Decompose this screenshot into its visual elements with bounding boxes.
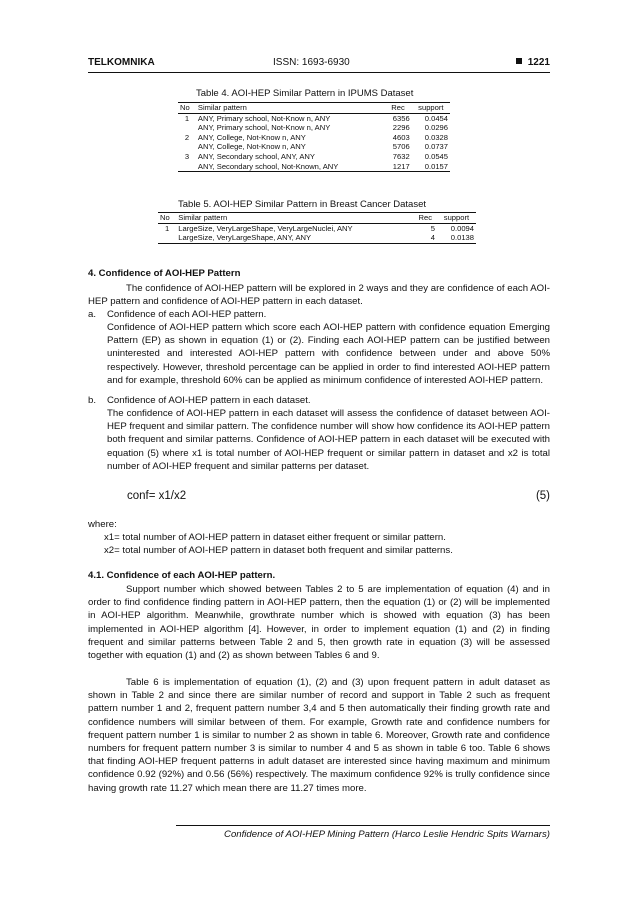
list-marker-b: b.: [88, 395, 97, 406]
table5: [158, 212, 476, 244]
table-row: [178, 123, 450, 133]
journal-name: TELKOMNIKA: [88, 57, 155, 68]
section-4-1-para-2: Table 6 is implementation of equation (1), (2) and (3) upon frequent pattern in adult dataset as shown in Table 2 and since there are similar number of record and support in Table 2 such as frequent pattern number 1 and 2, frequent pattern number 3,4 and 5 then automatically their finding growth rate and confidence numbers will similar between of them. For example, Growth rate and confidence numbers for frequent pattern number 1 is similar to number 2 as shown in table 6. Moreover, Growth rate and confidence numbers for frequent pattern number 3 is similar to number 4 and 5 as shown in table 6 too. Table 6 shows that finding AOI-HEP frequent patterns in adult dataset are interested since having maximum and minimum confidence 0.92 (92%) and 0.56 (56%) respectively. The maximum confidence 92% is trully confidence since having growth rate 11.27 which mean there are 11.27 times more.: [88, 677, 550, 794]
list-item-a-body: Confidence of AOI-HEP pattern which score each AOI-HEP pattern with confidence equation Emerging Pattern (EP) as shown in equation (1) or (2). Finding each AOI-HEP pattern can be justified between uninterested and interested AOI-HEP pattern with confidence between under and above 50% respectively. However, threshold percentage can be applied in order to find interested AOI-HEP pattern and for example, threshold 60% can be applied as minimum confidence of interested AOI-HEP pattern.: [107, 322, 550, 386]
table4-col-header: No: [178, 103, 196, 114]
table5-col-header: support: [437, 213, 476, 224]
table-cell: ANY, College, Not-Know n, ANY: [197, 142, 306, 152]
table-cell: 5: [430, 223, 435, 233]
table-cell: 3: [184, 151, 190, 161]
table-cell: 0.0157: [412, 162, 450, 172]
table-cell: 6356: [392, 113, 410, 123]
table5-header-row: [158, 213, 476, 224]
table4-col-header: Similar pattern: [196, 103, 385, 114]
table-cell: 0.0545: [424, 151, 448, 161]
table-cell: 4: [414, 233, 437, 243]
table-cell: 5706: [392, 142, 410, 152]
table-cell: ANY, Secondary school, ANY, ANY: [197, 151, 315, 161]
table4-col-header: support: [412, 103, 450, 114]
table-cell: 0.0454: [424, 113, 448, 123]
table4: [178, 102, 450, 172]
header-rule: [88, 72, 550, 73]
list-item-a: [88, 308, 550, 388]
table5-col-header: Similar pattern: [176, 213, 413, 224]
table-cell: 1217: [384, 162, 411, 172]
table-cell: ANY, Primary school, Not-Know n, ANY: [197, 113, 331, 123]
table-row: [178, 162, 450, 172]
table-row: [178, 113, 450, 123]
table-row: [158, 223, 476, 233]
section-4-heading: 4. Confidence of AOI-HEP Pattern: [88, 268, 241, 279]
table-cell: 1: [165, 223, 170, 233]
table4-caption: Table 4. AOI-HEP Similar Pattern in IPUMS Dataset: [196, 88, 414, 99]
footer-rule: [176, 825, 550, 826]
table4-col-header: Rec: [384, 103, 411, 114]
page-number: [516, 57, 550, 68]
table5-caption: Table 5. AOI-HEP Similar Pattern in Breast Cancer Dataset: [178, 199, 426, 210]
table-cell: 2: [184, 132, 190, 142]
table4-header-row: [178, 103, 450, 114]
issn: ISSN: 1693-6930: [273, 57, 350, 68]
section-4-1-heading: 4.1. Confidence of each AOI-HEP pattern.: [88, 570, 276, 581]
where-x1: x1= total number of AOI-HEP pattern in dataset either frequent or similar pattern.: [104, 532, 446, 543]
running-header: [88, 57, 550, 71]
table-cell: 0.0094: [450, 223, 474, 233]
table4-body: [178, 113, 450, 172]
table-cell: 2296: [392, 123, 410, 133]
table-cell: 0.0737: [424, 142, 448, 152]
table-row: [158, 233, 476, 243]
table-row: [178, 133, 450, 143]
table-cell: 7632: [392, 151, 410, 161]
table-cell: [178, 142, 196, 152]
table-cell: 0.0296: [424, 123, 448, 133]
equation-number: (5): [535, 490, 550, 502]
table-cell: ANY, Secondary school, Not-Known, ANY: [196, 162, 385, 172]
page-number-value: 1221: [527, 57, 550, 68]
table5-col-header: No: [158, 213, 176, 224]
section-4-1-para-1: Support number which showed between Tables 2 to 5 are implementation of equation (4) and in order to find confidence finding pattern in AOI-HEP pattern, then the equation (1) or (2) will be implemented in AOI-HEP algorithm. Meanwhile, growthrate number which is showed with equation (3) has been implemented in AOI-HEP algorithm [4]. However, in order to implement equation (1) and (2) in finding frequent and similar patterns between Table 2 and 5, then growth rate in equation (3) will be assessed together with equation (1) and (2) as shown between Tables 6 and 9.: [88, 584, 550, 662]
table-cell: LargeSize, VeryLargeShape, ANY, ANY: [176, 233, 413, 243]
list-marker-a: a.: [88, 309, 97, 320]
list-item-b-heading: Confidence of AOI-HEP pattern in each dataset.: [107, 395, 311, 406]
table-cell: LargeSize, VeryLargeShape, VeryLargeNuclei, ANY: [178, 223, 353, 233]
list-item-b: [88, 394, 550, 474]
running-footer: Confidence of AOI-HEP Mining Pattern (Harco Leslie Hendric Spits Warnars): [224, 829, 550, 840]
square-bullet-icon: [516, 58, 522, 64]
section-4-intro: The confidence of AOI-HEP pattern will be explored in 2 ways and they are confidence of each AOI-HEP pattern and confidence of AOI-HEP pattern in each dataset.: [88, 283, 550, 308]
list-item-b-body: The confidence of AOI-HEP pattern in each dataset will assess the confidence of dataset between AOI-HEP frequent and similar pattern. The confidence number will show how confidence its AOI-HEP pattern both frequent and similar patterns. Confidence of AOI-HEP pattern in each dataset will be executed with equation (5) where x1 is total number of AOI-HEP frequent or similar pattern in dataset and x2 is total number of AOI-HEP frequent and similar patterns per dataset.: [107, 408, 550, 472]
table-cell: 4603: [392, 132, 410, 142]
table-cell: 0.0138: [437, 233, 476, 243]
table-cell: [178, 123, 196, 133]
table-row: [178, 152, 450, 162]
table-cell: [178, 162, 196, 172]
table5-body: [158, 223, 476, 243]
list-item-a-heading: Confidence of each AOI-HEP pattern.: [107, 309, 267, 320]
where-x2: x2= total number of AOI-HEP pattern in dataset both frequent and similar patterns.: [104, 545, 453, 556]
table-cell: ANY, Primary school, Not-Know n, ANY: [197, 123, 331, 133]
where-label: where:: [88, 519, 117, 530]
table5-col-header: Rec: [414, 213, 437, 224]
table-cell: ANY, College, Not-Know n, ANY: [197, 132, 306, 142]
table-cell: 0.0328: [424, 132, 448, 142]
table-cell: [158, 233, 176, 243]
table-row: [178, 142, 450, 152]
table-cell: 1: [184, 113, 190, 123]
equation-5: [127, 490, 550, 502]
equation-text: conf= x1/x2: [127, 490, 187, 502]
